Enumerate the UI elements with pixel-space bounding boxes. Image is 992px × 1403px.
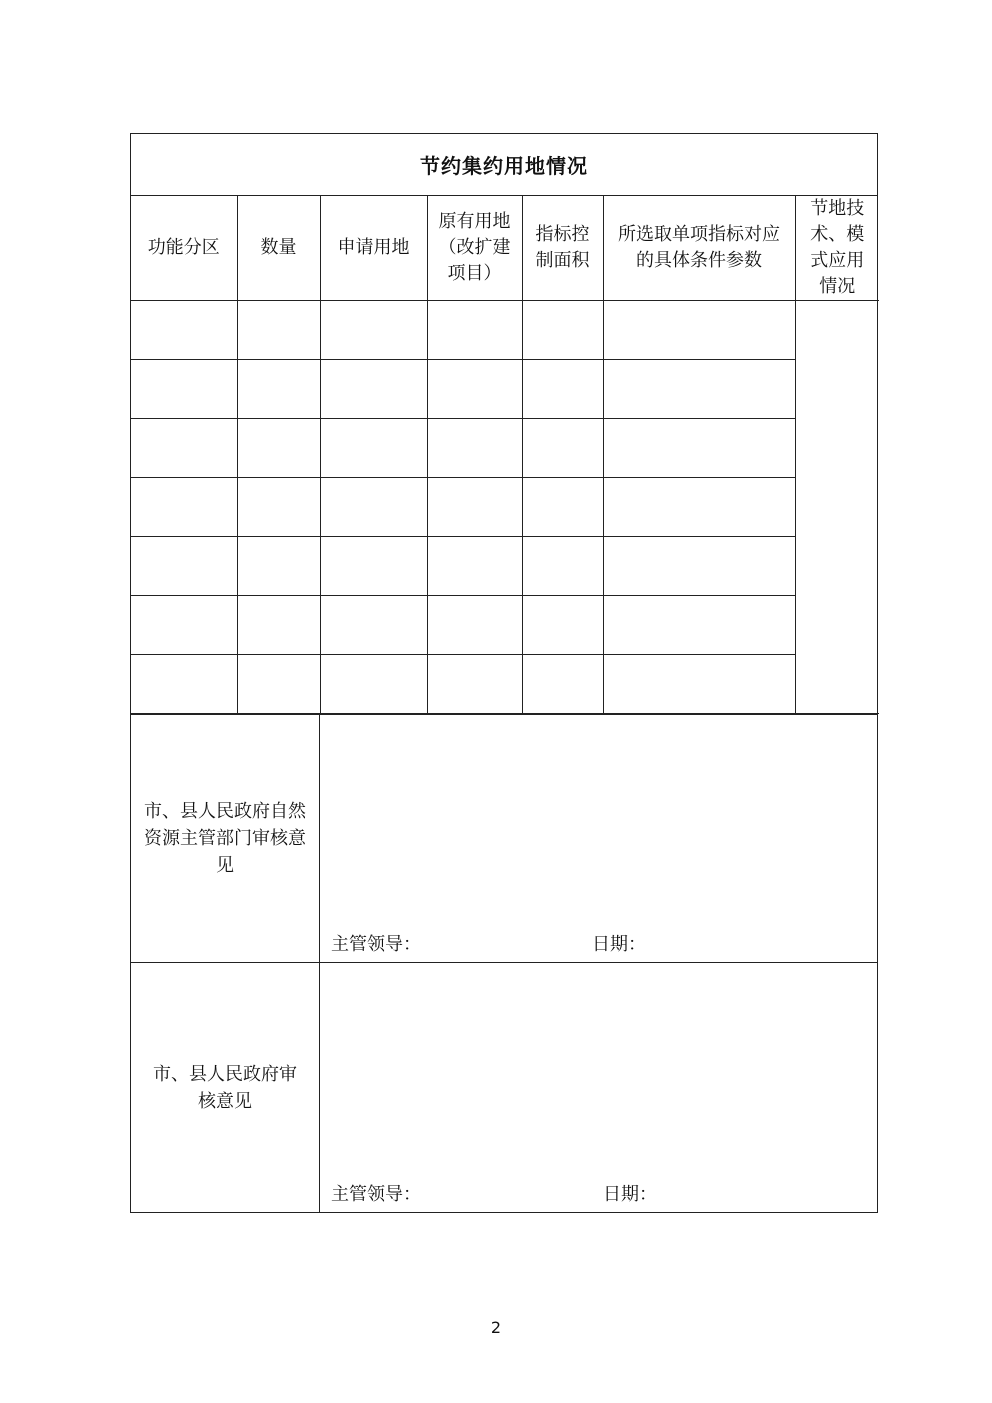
government-opinion-field[interactable] [320,963,877,1212]
cell-count[interactable] [237,655,320,714]
cell-count[interactable] [237,537,320,596]
header-params: 所选取单项指标对应的具体条件参数 [603,196,795,301]
land-use-form [130,133,878,1213]
cell-zone[interactable] [131,655,237,714]
cell-params[interactable] [603,478,795,537]
cell-count[interactable] [237,419,320,478]
header-zone: 功能分区 [131,196,237,301]
cell-count[interactable] [237,360,320,419]
cell-apply-land[interactable] [320,360,427,419]
cell-params[interactable] [603,655,795,714]
leader-label: 主管领导： [331,934,421,955]
cell-apply-land[interactable] [320,537,427,596]
cell-count[interactable] [237,596,320,655]
cell-zone[interactable] [131,301,237,360]
cell-index-area[interactable] [522,419,603,478]
cell-apply-land[interactable] [320,301,427,360]
cell-index-area[interactable] [522,478,603,537]
natural-resources-opinion-section [131,714,877,962]
cell-count[interactable] [237,478,320,537]
cell-params[interactable] [603,537,795,596]
table-header-row [131,196,879,301]
cell-apply-land[interactable] [320,478,427,537]
cell-zone[interactable] [131,419,237,478]
page-number: 2 [490,1318,502,1337]
cell-index-area[interactable] [522,360,603,419]
date-label: 日期： [603,1184,657,1205]
cell-index-area[interactable] [522,301,603,360]
cell-params[interactable] [603,596,795,655]
land-use-table [131,196,879,714]
cell-zone[interactable] [131,360,237,419]
cell-zone[interactable] [131,596,237,655]
table-row [131,596,879,655]
government-opinion-section [131,962,877,1212]
cell-apply-land[interactable] [320,596,427,655]
cell-index-area[interactable] [522,655,603,714]
natural-resources-opinion-field[interactable] [320,715,877,962]
cell-tech-merged[interactable] [795,301,879,714]
cell-apply-land[interactable] [320,419,427,478]
cell-existing-land[interactable] [427,655,522,714]
table-row [131,301,879,360]
header-tech: 节地技术、模式应用情况 [795,196,879,301]
header-existing-land: 原有用地（改扩建项目） [427,196,522,301]
header-apply-land: 申请用地 [320,196,427,301]
cell-existing-land[interactable] [427,419,522,478]
table-row [131,360,879,419]
cell-params[interactable] [603,301,795,360]
header-count: 数量 [237,196,320,301]
government-opinion-label: 市、县人民政府审核意见 [131,963,320,1212]
cell-zone[interactable] [131,478,237,537]
cell-params[interactable] [603,360,795,419]
cell-apply-land[interactable] [320,655,427,714]
cell-existing-land[interactable] [427,537,522,596]
cell-existing-land[interactable] [427,301,522,360]
table-row [131,419,879,478]
leader-label: 主管领导： [331,1184,421,1205]
cell-index-area[interactable] [522,537,603,596]
cell-index-area[interactable] [522,596,603,655]
cell-existing-land[interactable] [427,596,522,655]
header-index-area: 指标控制面积 [522,196,603,301]
table-row [131,478,879,537]
cell-existing-land[interactable] [427,478,522,537]
cell-params[interactable] [603,419,795,478]
cell-count[interactable] [237,301,320,360]
cell-zone[interactable] [131,537,237,596]
cell-existing-land[interactable] [427,360,522,419]
table-row [131,655,879,714]
table-row [131,537,879,596]
natural-resources-opinion-label: 市、县人民政府自然资源主管部门审核意见 [131,715,320,962]
form-title: 节约集约用地情况 [131,134,877,196]
date-label: 日期： [592,934,646,955]
